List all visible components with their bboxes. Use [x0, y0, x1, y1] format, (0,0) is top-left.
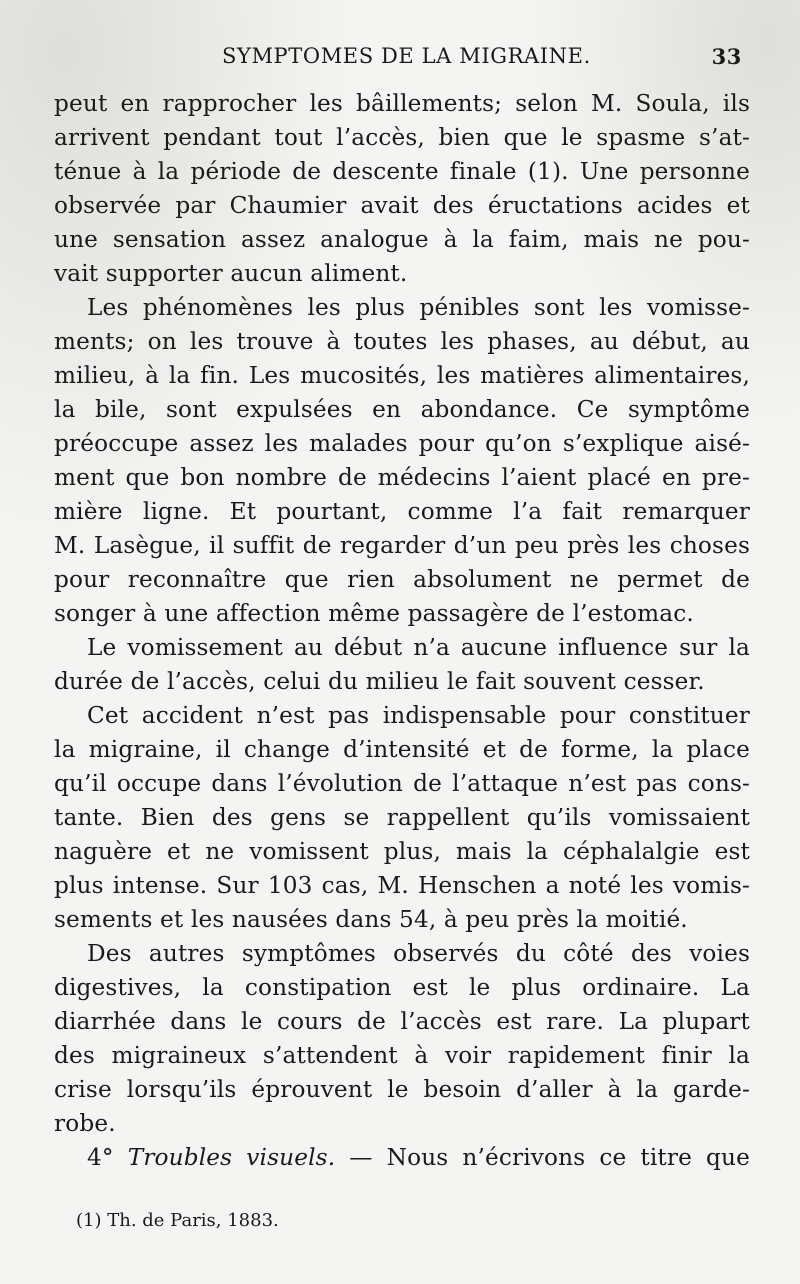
text-line: Des autres symptômes observés du côté des voies	[87, 940, 750, 967]
section-title: Troubles visuels.	[127, 1144, 336, 1171]
text-line: ténue à la période de descente finale (1). Une personne	[54, 158, 750, 185]
text-line: la migraine, il change d’intensité et de forme, la place	[54, 736, 750, 763]
text-line: arrivent pendant tout l’accès, bien que le spasme s’at-	[54, 124, 750, 151]
text-line: Cet accident n’est pas indispensable pour constituer	[87, 702, 750, 729]
text-line: observée par Chaumier avait des éructations acides et	[54, 192, 750, 219]
text-line: vait supporter aucun aliment.	[54, 260, 408, 287]
text-line: tante. Bien des gens se rappellent qu’ils vomissaient	[54, 804, 750, 831]
text-line: M. Lasègue, il suffit de regarder d’un peu près les choses	[54, 532, 750, 559]
text-line: pour reconnaître que rien absolument ne permet de	[54, 566, 750, 593]
text-line: une sensation assez analogue à la faim, mais ne pou-	[54, 226, 750, 253]
text-line: la bile, sont expulsées en abondance. Ce symptôme	[54, 396, 750, 423]
text-line: plus intense. Sur 103 cas, M. Henschen a noté les vomis-	[54, 872, 750, 899]
text-line: peut en rapprocher les bâillements; selon M. Soula, ils	[54, 90, 750, 117]
section-heading-rest: — Nous n’écrivons ce titre que	[349, 1144, 750, 1171]
text-line: Les phénomènes les plus pénibles sont les vomisse-	[87, 294, 750, 321]
text-line: mière ligne. Et pourtant, comme l’a fait remarquer	[54, 498, 750, 525]
text-line: qu’il occupe dans l’évolution de l’attaque n’est pas cons-	[54, 770, 750, 797]
text-line: des migraineux s’attendent à voir rapidement finir la	[54, 1042, 750, 1069]
text-line: songer à une affection même passagère de l’estomac.	[54, 600, 694, 627]
section-heading-line	[54, 1141, 750, 1175]
text-line: ments; on les trouve à toutes les phases, au début, au	[54, 328, 750, 355]
text-line: préoccupe assez les malades pour qu’on s’explique aisé-	[54, 430, 750, 457]
text-line: digestives, la constipation est le plus ordinaire. La	[54, 974, 750, 1001]
footnote: (1) Th. de Paris, 1883.	[76, 1210, 279, 1231]
text-line: ment que bon nombre de médecins l’aient placé en pre-	[54, 464, 750, 491]
text-line: milieu, à la fin. Les mucosités, les matières alimentaires,	[54, 362, 750, 389]
text-line: robe.	[54, 1110, 116, 1137]
text-line: sements et les nausées dans 54, à peu près la moitié.	[54, 906, 688, 933]
text-line: diarrhée dans le cours de l’accès est rare. La plupart	[54, 1008, 750, 1035]
text-line: crise lorsqu’ils éprouvent le besoin d’aller à la garde-	[54, 1076, 750, 1103]
page-number: 33	[711, 44, 742, 69]
text-line: naguère et ne vomissent plus, mais la céphalalgie est	[54, 838, 750, 865]
running-head	[222, 44, 742, 74]
running-title: SYMPTOMES DE LA MIGRAINE.	[222, 44, 591, 68]
text-line: durée de l’accès, celui du milieu le fait souvent cesser.	[54, 668, 705, 695]
section-number: 4°	[87, 1144, 114, 1171]
text-line: Le vomissement au début n’a aucune influence sur la	[87, 634, 750, 661]
body-text	[54, 87, 750, 1175]
